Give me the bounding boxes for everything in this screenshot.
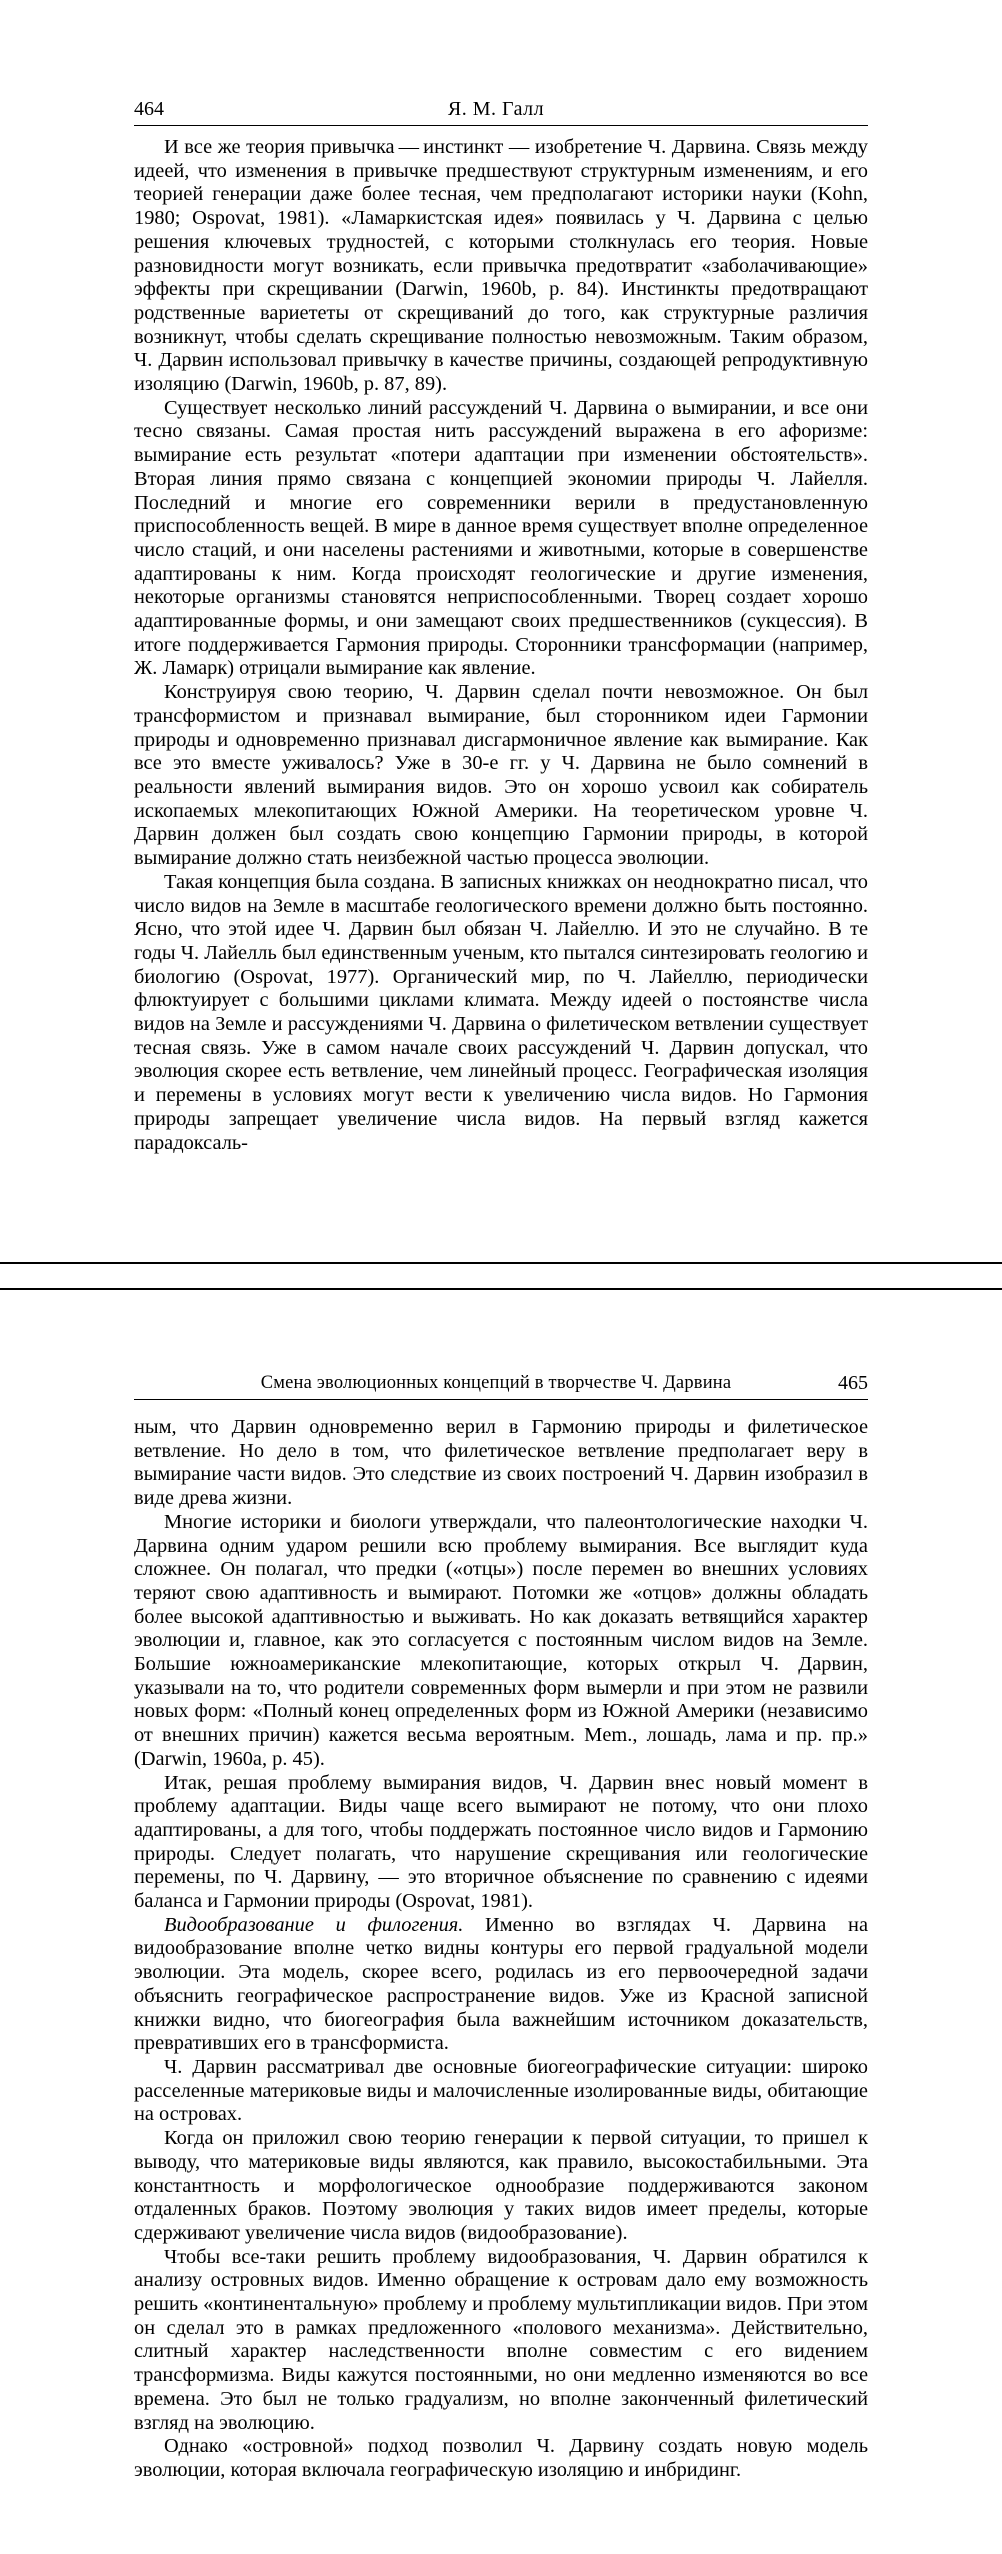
- page-number: 465: [838, 1372, 868, 1394]
- section-heading: Видообразование и филогения.: [164, 1913, 464, 1936]
- paragraph: Ч. Дарвин рассматривал две основные биогеографические ситуации: широко расселенные материковые виды и малочисленные изолированные виды, обитающие на островах.: [134, 2055, 868, 2126]
- running-head: [134, 86, 868, 126]
- running-head: [134, 1360, 868, 1400]
- paragraph: Чтобы все-таки решить проблему видообразования, Ч. Дарвин обратился к анализу островных видов. Именно обращение к островам дало ему возможность решить «континентальную» проблему и проблему мультипликации видов. При этом он сделал это в рамках предложенного «полового механизма». Действительно, слитный характер наследственности вполне совместим с его видением трансформизма. Виды кажутся постоянными, но они медленно изменяются во все времена. Это был не только градуализм, но вполне законченный филетический взгляд на эволюцию.: [134, 2245, 868, 2434]
- body-text: [134, 1416, 868, 2483]
- running-head-title: Смена эволюционных концепций в творчестве Ч. Дарвина: [260, 1373, 732, 1393]
- page-number: 464: [134, 98, 164, 120]
- paragraph: Конструируя свою теорию, Ч. Дарвин сделал почти невозможное. Он был трансформистом и признавал вымирание, был сторонником идеи Гармонии природы и одновременно признавал дисгармоничное явление как вымирание. Как все это вместе уживалось? Уже в 30-е гг. у Ч. Дарвина не было сомнений в реальности явлений вымирания видов. Это он хорошо усвоил как собиратель ископаемых млекопитающих Южной Америки. На теоретическом уровне Ч. Дарвин должен был создать свою концепцию Гармонии природы, в которой вымирание должно стать неизбежной частью процесса эволюции.: [134, 681, 868, 870]
- paragraph: Однако «островной» подход позволил Ч. Дарвину создать новую модель эволюции, которая включала географическую изоляцию и инбридинг.: [134, 2435, 868, 2481]
- paragraph: Многие историки и биологи утверждали, что палеонтологические находки Ч. Дарвина одним ударом решили всю проблему вымирания. Все выглядит куда сложнее. Он полагал, что предки («отцы») после перемен во внешних условиях теряют свою адаптивность и вымирают. Потомки же «отцов» должны обладать более высокой адаптивностью и выживать. Но как доказать ветвящийся характер эволюции и, главное, как это согласуется с постоянным числом видов на Земле. Большие южноамериканские млекопитающие, которых открыл Ч. Дарвин, указывали на то, что родители современных форм вымерли и при этом не развили новых форм: «Полный конец определенных форм из Южной Америки (независимо от внешних причин) кажется весьма вероятным. Mem., лошадь, лама и пр. пр.» (Darwin, 1960a, p. 45).: [134, 1510, 868, 1770]
- paragraph: Такая концепция была создана. В записных книжках он неоднократно писал, что число видов на Земле в масштабе геологического времени должно быть постоянно. Ясно, что этой идее Ч. Дарвин был обязан Ч. Лайеллю. И это не случайно. В те годы Ч. Лайелль был единственным ученым, кто пытался синтезировать геологию и биологию (Ospovat, 1977). Органический мир, по Ч. Лайеллю, периодически флюктуирует с большими циклами климата. Между идеей о постоянстве числа видов на Земле и рассуждениями Ч. Дарвина о филетическом ветвлении существует тесная связь. Уже в самом начале своих рассуждений Ч. Дарвин допускал, что эволюция скорее есть ветвление, чем линейный процесс. Географическая изоляция и перемены в условиях могут вести к увеличению числа видов. Но Гармония природы запрещает увеличение числа видов. На первый взгляд кажется парадоксаль-: [134, 870, 868, 1154]
- paragraph: Итак, решая проблему вымирания видов, Ч. Дарвин внес новый момент в проблему адаптации. Виды чаще всего вымирают не потому, что они плохо адаптированы, а для того, чтобы поддержать постоянное число видов и Гармонию природы. Следует полагать, что нарушение скрещивания или геологические перемены, по Ч. Дарвину, — это вторичное объяснение по сравнению с идеями баланса и Гармонии природы (Ospovat, 1981).: [134, 1771, 868, 1913]
- paragraph-continued: ным, что Дарвин одновременно верил в Гармонию природы и филетическое ветвление. Но дело в том, что филетическое ветвление предполагает веру в вымирание части видов. Это следствие из своих построений Ч. Дарвин изобразил в виде древа жизни.: [134, 1416, 868, 1510]
- page-464: [0, 0, 1002, 1262]
- paragraph: Когда он приложил свою теорию генерации к первой ситуации, то пришел к выводу, что материковые виды являются, как правило, высокостабильными. Эта константность и морфологическое однообразие поддерживаются законом отдаленных браков. Поэтому эволюция у таких видов имеет пределы, которые сдерживают увеличение числа видов (видообразование).: [134, 2127, 868, 2244]
- page-divider: [0, 1262, 1002, 1290]
- page-465: [0, 1290, 1002, 2554]
- body-text: [134, 136, 868, 1155]
- running-head-author: Я. М. Галл: [447, 98, 545, 120]
- section-paragraph: [134, 1914, 868, 2056]
- paragraph: И все же теория привычка — инстинкт — изобретение Ч. Дарвина. Связь между идеей, что изменения в привычке предшествуют структурным изменениям, и его теорией генерации даже более тесная, чем предполагают историки науки (Kohn, 1980; Ospovat, 1981). «Ламаркистская идея» появилась у Ч. Дарвина с целью решения ключевых трудностей, с которыми столкнулась его теория. Новые разновидности могут возникать, если привычка предотвратит «заболачивающие» эффекты при скрещивании (Darwin, 1960b, p. 84). Инстинкты предотвращают родственные вариететы от скрещиваний до того, как структурные различия возникнут, чтобы сделать скрещивание полностью невозможным. Таким образом, Ч. Дарвин использовал привычку в качестве причины, создающей репродуктивную изоляцию (Darwin, 1960b, p. 87, 89).: [134, 136, 868, 396]
- paragraph: Существует несколько линий рассуждений Ч. Дарвина о вымирании, и все они тесно связаны. Самая простая нить рассуждений выражена в его афоризме: вымирание есть результат «потери адаптации при изменении обстоятельств». Вторая линия прямо связана с концепцией экономии природы Ч. Лайелля. Последний и многие его современники верили в предустановленную приспособленность вещей. В мире в данное время существует вполне определенное число стаций, и они населены растениями и животными, которые в совершенстве адаптированы к ним. Когда происходят геологические и другие изменения, некоторые организмы становятся неприспособленными. Творец создает хорошо адаптированные формы, и они замещают своих предшественников (сукцессия). В итоге поддерживается Гармония природы. Сторонники трансформации (например, Ж. Ламарк) отрицали вымирание как явление.: [134, 396, 868, 680]
- section-paragraph-text: Именно во взглядах Ч. Дарвина на видообразование вполне четко видны контуры его первой градуальной модели эволюции. Эта модель, скорее всего, родилась из его первоочередной задачи объяснить географическое распространение видов. Уже из Красной записной книжки видно, что биогеография была важнейшим источником доказательств, превративших его в трансформиста.: [134, 1913, 868, 2055]
